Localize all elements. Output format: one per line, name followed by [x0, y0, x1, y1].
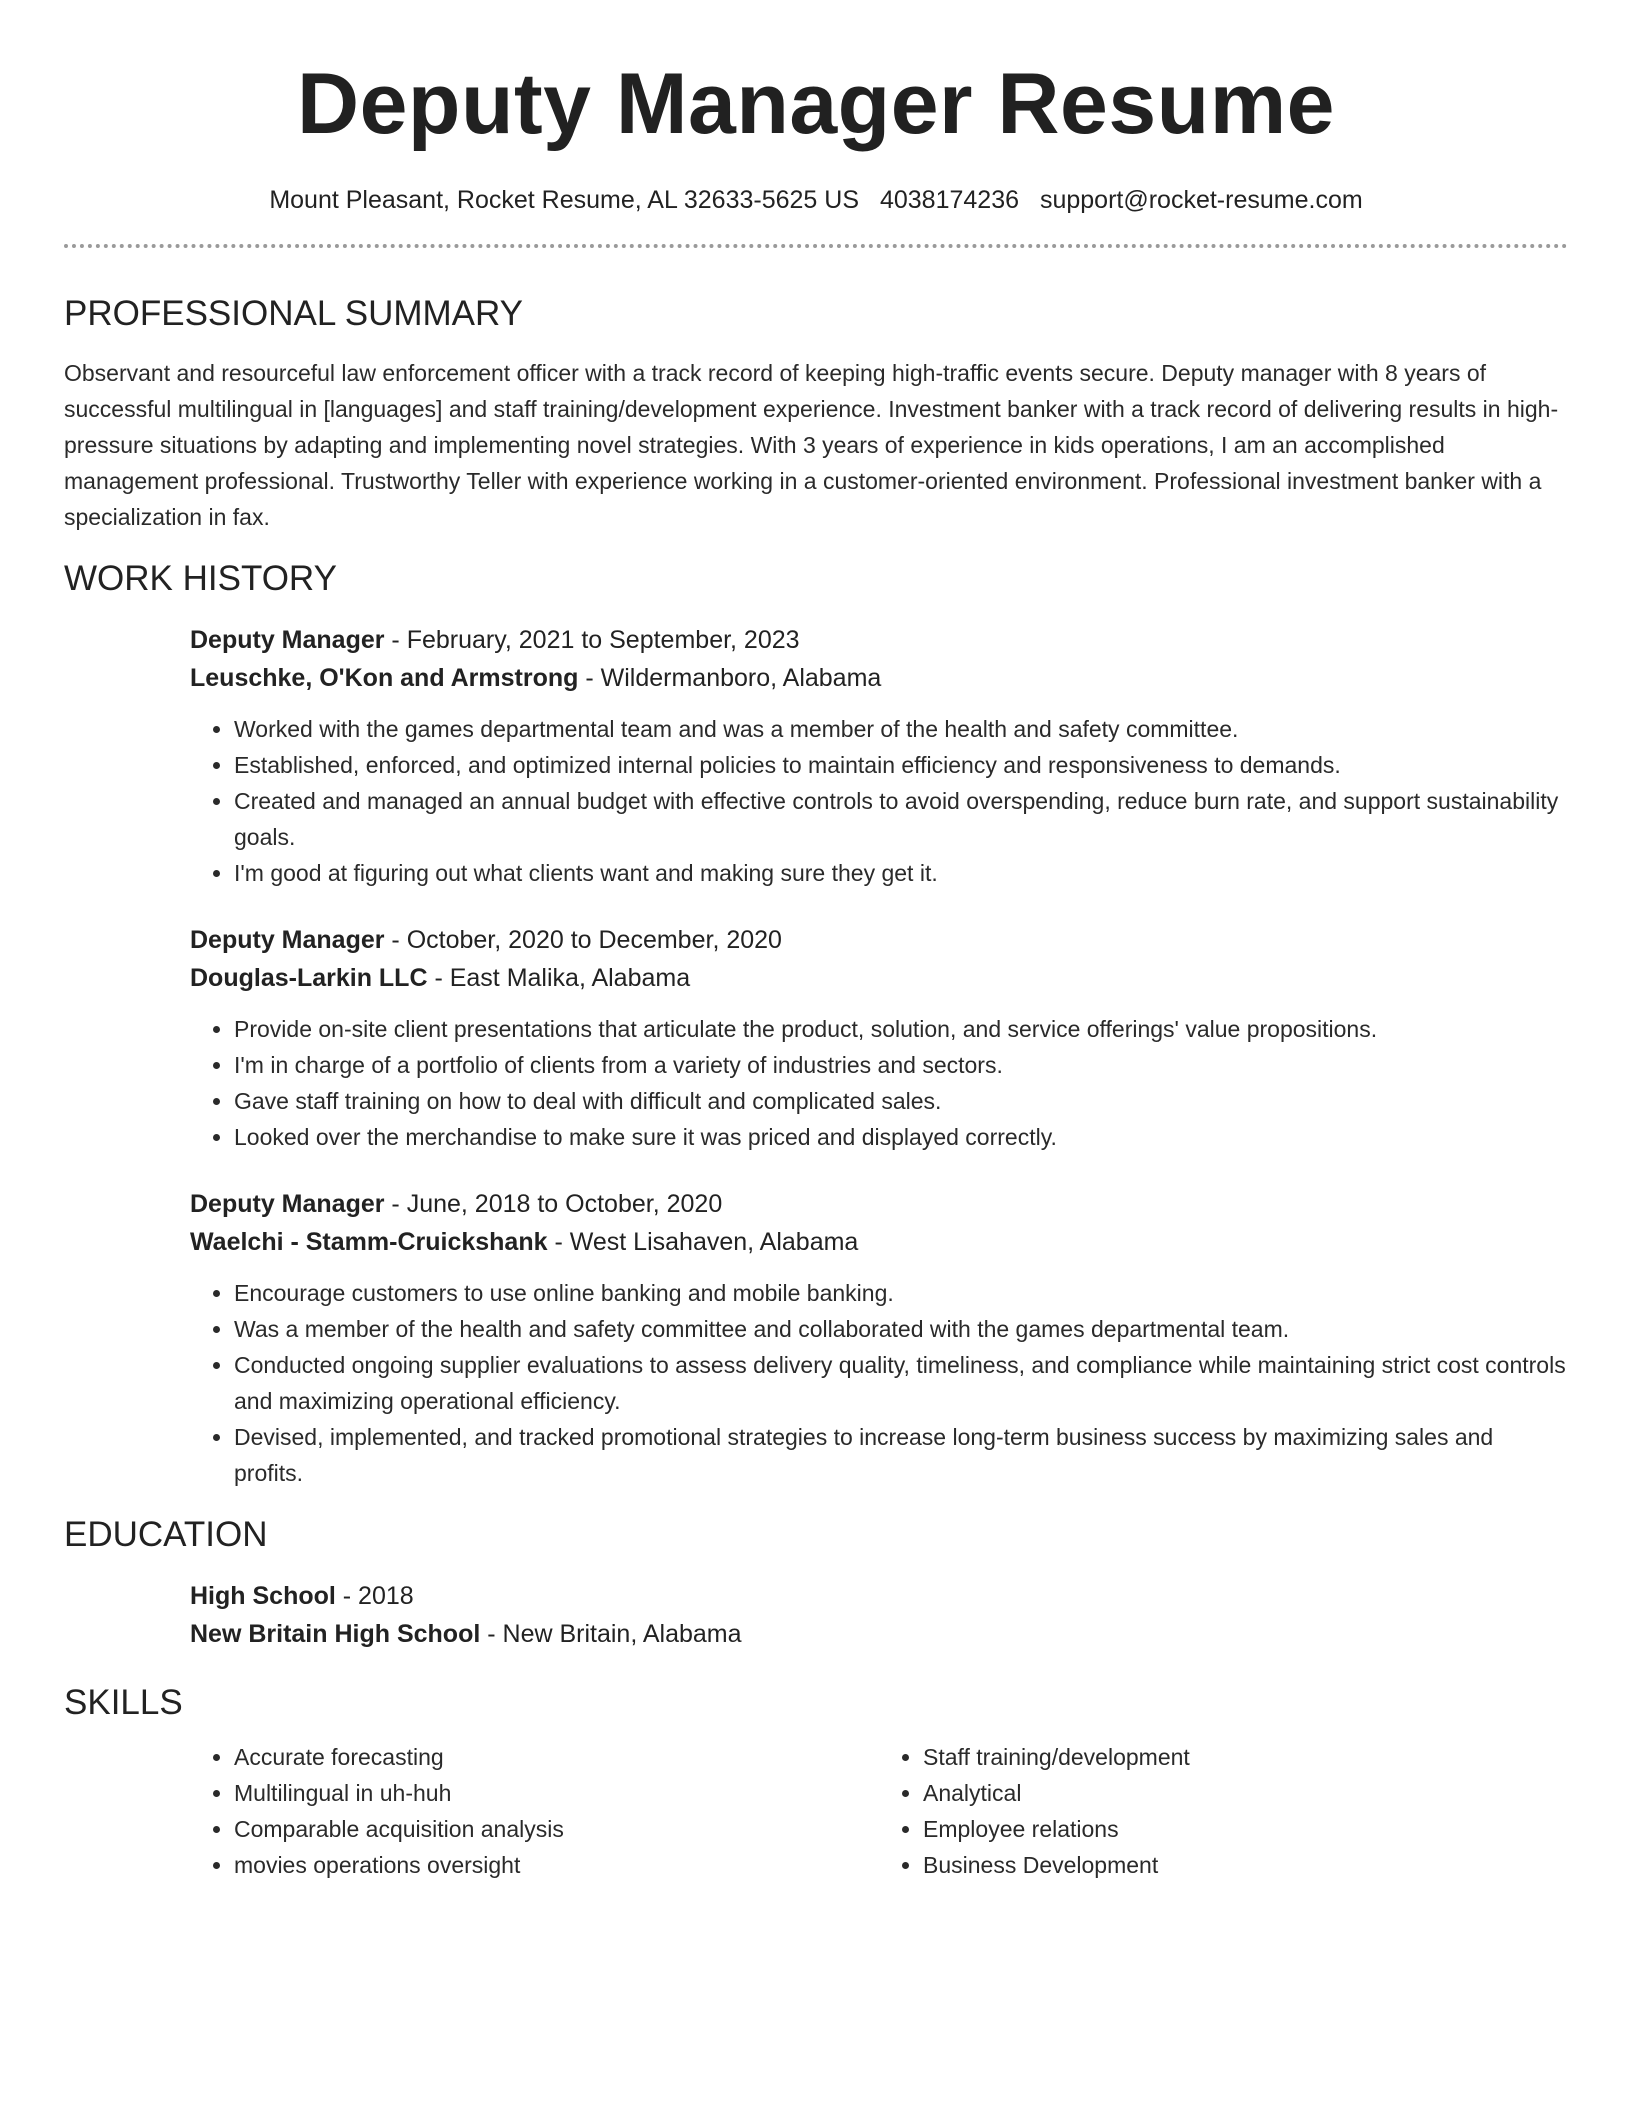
skills-list-right — [879, 1739, 1568, 1883]
list-item: • I'm good at figuring out what clients want and making sure they get it. — [234, 855, 1568, 891]
contact-phone: 4038174236 — [879, 186, 1020, 214]
job-duties-list — [190, 711, 1568, 891]
job-entry — [190, 621, 1568, 891]
list-item: • I'm in charge of a portfolio of clients from a variety of industries and sectors. — [234, 1047, 1568, 1083]
job-location: - East Malika, Alabama — [427, 964, 691, 992]
list-item: • Comparable acquisition analysis — [234, 1811, 879, 1847]
summary-text: Observant and resourceful law enforcement officer with a track record of keeping high-traffic events secure. Deputy manager with 8 years of successful multilingual in [languages] and staff training/development experience. Investment banker with a track record of delivering results in high-pressure situations by adapting and implementing novel strategies. With 3 years of experience in kids operations, I am an accomplished management professional. Trustworthy Teller with experience working in a customer-oriented environment. Professional investment banker with a specialization in fax. — [64, 360, 1559, 530]
job-duties-list — [190, 1011, 1568, 1155]
list-item: • Multilingual in uh-huh — [234, 1775, 879, 1811]
education-school: New Britain High School — [190, 1620, 481, 1648]
list-item: • Staff training/development — [923, 1739, 1568, 1775]
job-company-line — [190, 659, 1568, 697]
job-company-line — [190, 1223, 1568, 1261]
section-title-skills: SKILLS — [64, 1683, 183, 1722]
job-company: Waelchi - Stamm-Cruickshank — [190, 1228, 548, 1256]
job-dates: - June, 2018 to October, 2020 — [384, 1190, 723, 1218]
contact-address: Mount Pleasant, Rocket Resume, AL 32633-5625 US — [269, 186, 860, 214]
job-title: Deputy Manager — [190, 1190, 385, 1218]
job-entry — [190, 921, 1568, 1155]
job-title-line — [190, 621, 1568, 659]
section-title-summary: PROFESSIONAL SUMMARY — [64, 294, 523, 333]
list-item: • Worked with the games departmental team and was a member of the health and safety committee. — [234, 711, 1568, 747]
skills-list-left — [190, 1739, 879, 1883]
job-company: Leuschke, O'Kon and Armstrong — [190, 664, 579, 692]
education-degree-line — [190, 1577, 1568, 1615]
list-item: • Gave staff training on how to deal with difficult and complicated sales. — [234, 1083, 1568, 1119]
list-item: • Established, enforced, and optimized internal policies to maintain efficiency and responsiveness to demands. — [234, 747, 1568, 783]
job-title: Deputy Manager — [190, 626, 385, 654]
list-item: • Conducted ongoing supplier evaluations to assess delivery quality, timeliness, and compliance while maintaining strict cost controls and maximizing operational efficiency. — [234, 1347, 1568, 1419]
list-item: • Provide on-site client presentations that articulate the product, solution, and service offerings' value propositions. — [234, 1011, 1568, 1047]
section-title-work-history: WORK HISTORY — [64, 559, 337, 598]
list-item: • Encourage customers to use online banking and mobile banking. — [234, 1275, 1568, 1311]
job-title-line — [190, 1185, 1568, 1223]
list-item: • Employee relations — [923, 1811, 1568, 1847]
job-duties-list — [190, 1275, 1568, 1491]
list-item: • Looked over the merchandise to make sure it was priced and displayed correctly. — [234, 1119, 1568, 1155]
skills-grid — [190, 1739, 1568, 1883]
contact-line — [64, 182, 1568, 218]
resume-page — [64, 48, 1568, 1883]
job-entry — [190, 1185, 1568, 1491]
job-location: - West Lisahaven, Alabama — [547, 1228, 859, 1256]
list-item: • Created and managed an annual budget with effective controls to avoid overspending, reduce burn rate, and support sustainability goals. — [234, 783, 1568, 855]
education-entry — [190, 1577, 1568, 1653]
job-company-line — [190, 959, 1568, 997]
list-item: • Was a member of the health and safety committee and collaborated with the games departmental team. — [234, 1311, 1568, 1347]
list-item: • Devised, implemented, and tracked promotional strategies to increase long-term business success by maximizing sales and profits. — [234, 1419, 1568, 1491]
job-location: - Wildermanboro, Alabama — [578, 664, 882, 692]
job-title: Deputy Manager — [190, 926, 385, 954]
contact-email[interactable]: support@rocket-resume.com — [1039, 186, 1363, 214]
resume-title: Deputy Manager Resume — [296, 56, 1335, 152]
list-item: • Business Development — [923, 1847, 1568, 1883]
header-divider — [64, 244, 1568, 248]
list-item: • Accurate forecasting — [234, 1739, 879, 1775]
education-location: - New Britain, Alabama — [480, 1620, 742, 1648]
list-item: • Analytical — [923, 1775, 1568, 1811]
section-title-education: EDUCATION — [64, 1515, 268, 1554]
education-degree: High School — [190, 1582, 336, 1610]
job-company: Douglas-Larkin LLC — [190, 964, 428, 992]
list-item: • movies operations oversight — [234, 1847, 879, 1883]
education-year: - 2018 — [335, 1582, 414, 1610]
job-title-line — [190, 921, 1568, 959]
education-school-line — [190, 1615, 1568, 1653]
job-dates: - February, 2021 to September, 2023 — [384, 626, 800, 654]
job-dates: - October, 2020 to December, 2020 — [384, 926, 782, 954]
